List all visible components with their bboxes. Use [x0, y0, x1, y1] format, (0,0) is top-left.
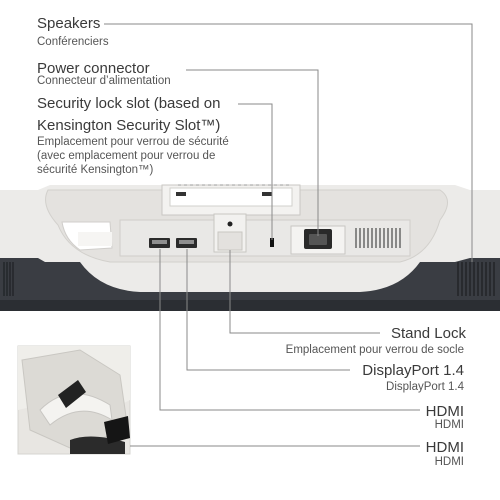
hdmi1-title: HDMI: [425, 403, 464, 420]
speakers-title: Speakers: [37, 15, 101, 32]
displayport-subtitle: DisplayPort 1.4: [386, 381, 464, 393]
power-connector-title: Power connector: [37, 60, 150, 77]
stand-lock-subtitle: Emplacement pour verrou de socle: [285, 344, 464, 356]
security-slot-subtitle-line3: sécurité Kensington™): [37, 164, 154, 176]
security-slot-subtitle-line1: Emplacement pour verrou de sécurité: [37, 136, 229, 148]
security-slot-title-line2: Kensington Security Slot™): [37, 117, 221, 134]
hdmi2-subtitle: HDMI: [434, 456, 464, 468]
displayport-title: DisplayPort 1.4: [362, 362, 464, 379]
inset-photo: [18, 346, 130, 454]
security-slot-subtitle-line2: (avec emplacement pour verrou de: [37, 150, 216, 162]
hdmi2-title: HDMI: [425, 439, 464, 456]
speakers-subtitle: Conférenciers: [37, 36, 109, 48]
security-slot-title-line1: Security lock slot (based on: [37, 95, 221, 112]
power-connector-subtitle: Connecteur d’alimentation: [37, 75, 171, 87]
stand-lock-title: Stand Lock: [390, 325, 466, 342]
hdmi1-subtitle: HDMI: [434, 419, 464, 431]
